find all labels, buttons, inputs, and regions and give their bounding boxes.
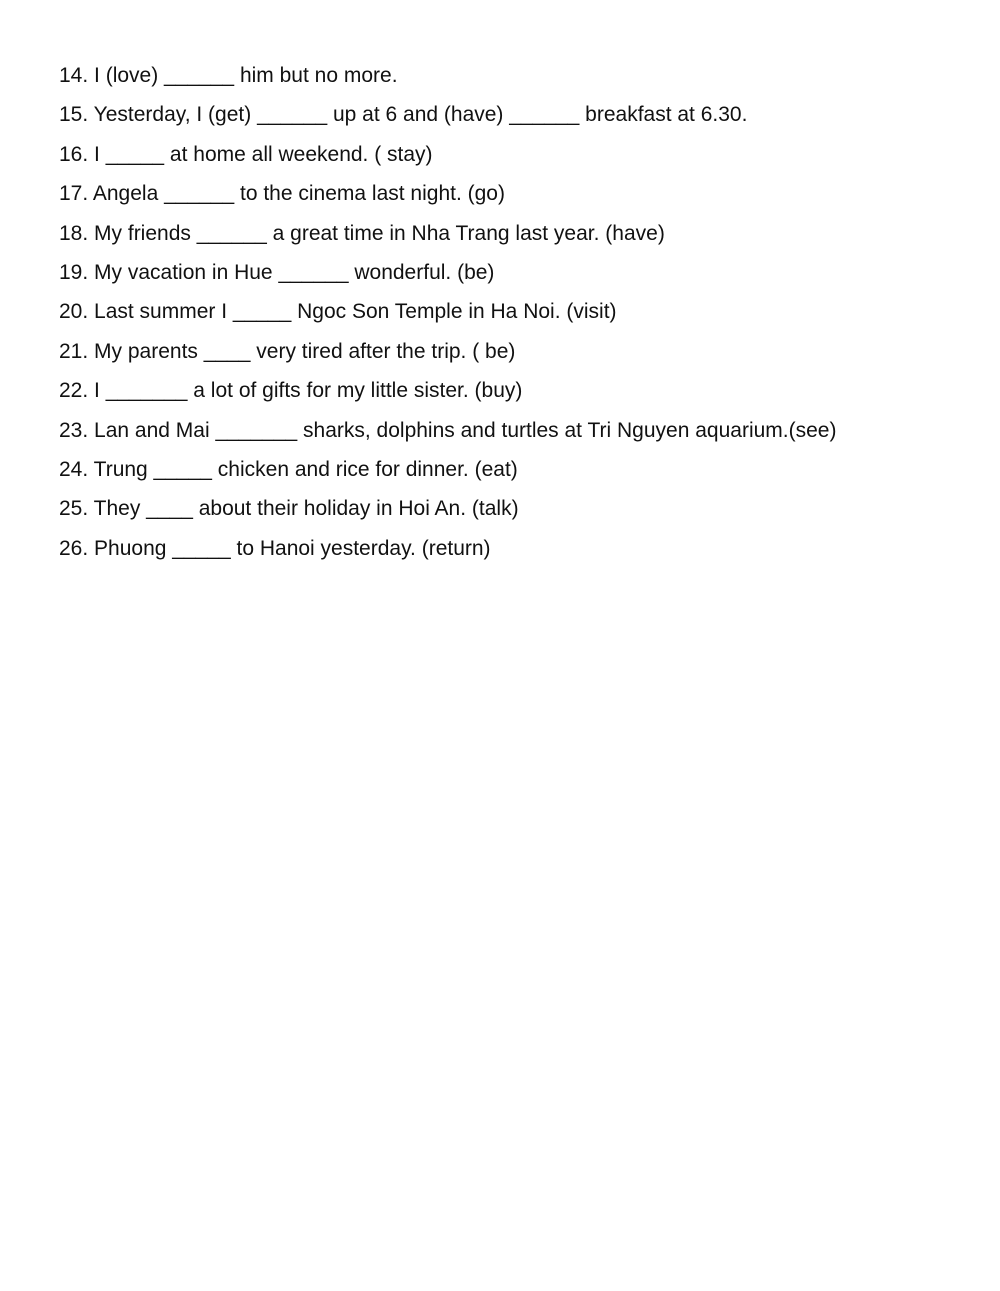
exercise-item-14: 14. I (love) ______ him but no more.: [59, 64, 398, 87]
exercise-list: [59, 56, 979, 568]
exercise-item-15: 15. Yesterday, I (get) ______ up at 6 and (have) ______ breakfast at 6.30.: [59, 103, 748, 127]
exercise-item-20: 20. Last summer I _____ Ngoc Son Temple in Ha Noi. (visit): [59, 300, 617, 324]
exercise-item-25: 25. They ____ about their holiday in Hoi An. (talk): [59, 497, 519, 521]
exercise-item-26: 26. Phuong _____ to Hanoi yesterday. (return): [59, 536, 491, 560]
exercise-item-19: 19. My vacation in Hue ______ wonderful. (be): [59, 260, 495, 284]
exercise-item-17: 17. Angela ______ to the cinema last night. (go): [59, 182, 505, 206]
exercise-item-24: 24. Trung _____ chicken and rice for dinner. (eat): [59, 457, 518, 481]
exercise-item-16: 16. I _____ at home all weekend. ( stay): [59, 142, 433, 166]
exercise-item-18: 18. My friends ______ a great time in Nha Trang last year. (have): [59, 221, 665, 245]
exercise-item-21: 21. My parents ____ very tired after the trip. ( be): [59, 339, 516, 363]
exercise-item-22: 22. I _______ a lot of gifts for my little sister. (buy): [59, 379, 523, 403]
exercise-item-23: 23. Lan and Mai _______ sharks, dolphins and turtles at Tri Nguyen aquarium.(see): [59, 418, 837, 442]
